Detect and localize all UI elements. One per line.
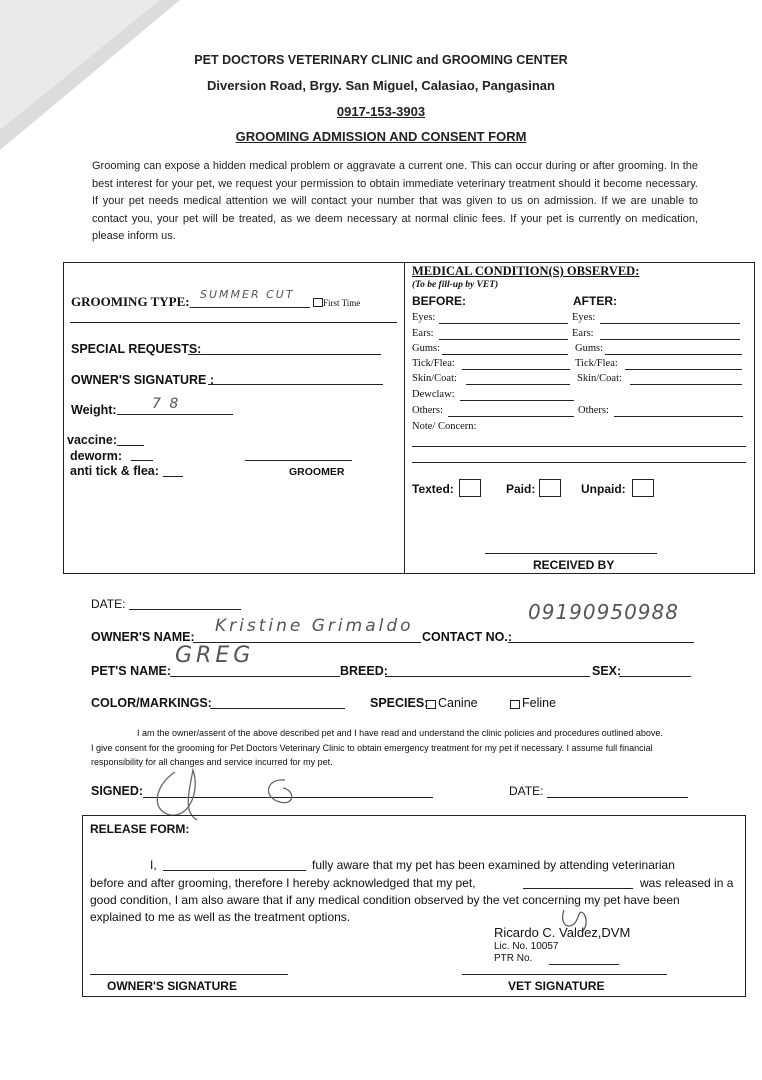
consent-line-2: I give consent for the grooming for Pet Doctors Veterinary Clinic to obtain emergency treatment for my pet if necessary. I assume full financial — [91, 743, 653, 753]
note-concern-label: Note/ Concern: — [412, 421, 477, 432]
color-markings-line[interactable] — [210, 708, 345, 709]
received-by-label: RECEIVED BY — [533, 558, 615, 572]
medical-subtitle: (To be fill-up by VET) — [412, 280, 499, 290]
before-tickflea-label: Tick/Flea: — [412, 358, 455, 369]
after-others-line[interactable] — [614, 416, 743, 417]
groomer-label: GROOMER — [289, 466, 345, 478]
grooming-type-line — [190, 307, 310, 308]
canine-label: Canine — [438, 696, 478, 710]
before-others-line[interactable] — [448, 416, 574, 417]
clinic-address: Diversion Road, Brgy. San Miguel, Calasiao, Pangasinan — [207, 78, 555, 93]
canine-checkbox[interactable] — [426, 700, 436, 709]
feline-checkbox[interactable] — [510, 700, 520, 709]
after-ears-label: Ears: — [572, 328, 594, 339]
feline-label: Feline — [522, 696, 557, 710]
owner-signature-label: OWNER'S SIGNATURE : — [71, 373, 215, 387]
after-eyes-line[interactable] — [600, 323, 740, 324]
after-others-label: Others: — [578, 405, 609, 416]
color-markings-label: COLOR/MARKINGS: — [91, 696, 212, 710]
before-ears-line[interactable] — [439, 339, 568, 340]
owner-name-value[interactable]: Kristine Grimaldo — [215, 616, 414, 636]
unpaid-checkbox[interactable] — [632, 479, 654, 497]
vet-signature-line[interactable] — [462, 974, 667, 975]
vet-ptr: PTR No. — [494, 953, 533, 964]
groomer-line[interactable] — [245, 460, 352, 461]
section-divider — [404, 263, 405, 573]
release-text-1: fully aware that my pet has been examined by attending veterinarian — [312, 858, 675, 872]
clinic-name: PET DOCTORS VETERINARY CLINIC and GROOMING CENTER — [194, 53, 568, 67]
paid-checkbox[interactable] — [539, 479, 561, 497]
species-label: SPECIES: — [370, 696, 429, 710]
special-requests-label: SPECIAL REQUESTS: — [71, 342, 202, 356]
after-gums-label: Gums: — [575, 343, 604, 354]
vet-license: Lic. No. 10057 — [494, 941, 559, 952]
before-eyes-line[interactable] — [439, 323, 568, 324]
release-text-3: good condition, I am also aware that if any medical condition observed by the vet concerning my pet have been — [90, 893, 680, 907]
dewclaw-line[interactable] — [460, 400, 574, 401]
after-gums-line[interactable] — [605, 354, 742, 355]
vaccine-line[interactable] — [117, 445, 144, 446]
first-time-checkbox[interactable] — [313, 298, 323, 307]
sex-label: SEX: — [592, 664, 622, 678]
consent-line-3: responsibility for all changes and service incurred for my pet. — [91, 757, 333, 767]
anti-tick-line[interactable] — [163, 476, 183, 477]
vet-name: Ricardo C. Valdez,DVM — [494, 925, 631, 940]
grooming-extra-line — [70, 322, 397, 323]
release-i-label: I, — [150, 858, 157, 872]
after-tickflea-label: Tick/Flea: — [575, 358, 618, 369]
grooming-type-label: GROOMING TYPE: — [71, 294, 190, 309]
medical-title: MEDICAL CONDITION(S) OBSERVED: — [412, 264, 640, 278]
consent-date-line[interactable] — [547, 797, 688, 798]
vet-ptr-line[interactable] — [549, 964, 619, 965]
release-owner-signature-label: OWNER'S SIGNATURE — [107, 979, 237, 993]
release-text-4: explained to me as well as the treatment options. — [90, 910, 351, 924]
breed-line[interactable] — [385, 676, 590, 677]
date-label: DATE: — [91, 597, 126, 611]
texted-checkbox[interactable] — [459, 479, 481, 497]
intro-paragraph: Grooming can expose a hidden medical problem or aggravate a current one. This can occur during or after grooming. In the best interest for your pet, we request your permission to obtain immediate veterinary treatment should it become necessary. If your pet needs medical attention we will contact your number that was given to us on admission. If we are unable to contact you, your pet will be treated, as we deem necessary at normal clinic fees. If your pet is currently on medication, please inform us. — [92, 160, 698, 242]
before-gums-line[interactable] — [442, 354, 568, 355]
before-label: BEFORE: — [412, 294, 466, 308]
pet-name-line — [170, 676, 340, 677]
contact-value[interactable]: 09190950988 — [528, 600, 679, 624]
consent-date-label: DATE: — [509, 784, 544, 798]
vaccine-label: vaccine: — [67, 433, 118, 447]
grooming-type-value[interactable]: SUMMER CUT — [200, 288, 295, 301]
received-by-line[interactable] — [485, 553, 657, 554]
owner-signature-line[interactable] — [208, 384, 383, 385]
deworm-label: deworm: — [70, 449, 123, 463]
before-tickflea-line[interactable] — [462, 369, 570, 370]
paid-label: Paid: — [506, 482, 536, 496]
first-time-label: First Time — [323, 298, 361, 308]
weight-value[interactable]: 7 8 — [152, 396, 181, 412]
contact-line — [508, 642, 694, 643]
signed-label: SIGNED: — [91, 784, 144, 798]
before-eyes-label: Eyes: — [412, 312, 436, 323]
before-skincoat-line[interactable] — [466, 384, 570, 385]
pet-name-label: PET'S NAME: — [91, 664, 172, 678]
after-ears-line[interactable] — [600, 339, 740, 340]
sex-line[interactable] — [619, 676, 691, 677]
before-skincoat-label: Skin/Coat: — [412, 373, 457, 384]
texted-label: Texted: — [412, 482, 454, 496]
before-others-label: Others: — [412, 405, 443, 416]
release-text-2a: before and after grooming, therefore I hereby acknowledged that my pet, — [90, 876, 476, 890]
release-name-line[interactable] — [163, 870, 306, 871]
after-skincoat-label: Skin/Coat: — [577, 373, 622, 384]
weight-label: Weight: — [71, 403, 117, 417]
special-requests-line[interactable] — [188, 354, 381, 355]
date-line[interactable] — [129, 609, 241, 610]
release-pet-line[interactable] — [523, 888, 633, 889]
release-title: RELEASE FORM: — [90, 822, 190, 836]
contact-label: CONTACT NO.: — [422, 630, 513, 644]
note-line-2[interactable] — [412, 462, 746, 463]
note-line-1[interactable] — [412, 446, 746, 447]
release-owner-signature-line[interactable] — [90, 974, 288, 975]
pet-name-value[interactable]: GREG — [175, 643, 255, 668]
after-tickflea-line[interactable] — [625, 369, 742, 370]
form-title: GROOMING ADMISSION AND CONSENT FORM — [235, 129, 527, 144]
consent-line-1: I am the owner/assent of the above described pet and I have read and understand the clinic policies and procedures outlined above. — [137, 728, 663, 738]
anti-tick-label: anti tick & flea: — [70, 464, 159, 478]
after-label: AFTER: — [573, 294, 617, 308]
after-skincoat-line[interactable] — [630, 384, 742, 385]
after-eyes-label: Eyes: — [572, 312, 596, 323]
owner-name-label: OWNER'S NAME: — [91, 630, 195, 644]
before-gums-label: Gums: — [412, 343, 441, 354]
deworm-line[interactable] — [131, 460, 153, 461]
vet-signature-label: VET SIGNATURE — [508, 979, 605, 993]
clinic-phone: 0917-153-3903 — [336, 104, 426, 119]
unpaid-label: Unpaid: — [581, 482, 626, 496]
dewclaw-label: Dewclaw: — [412, 389, 455, 400]
before-ears-label: Ears: — [412, 328, 434, 339]
release-text-2b: was released in a — [640, 876, 734, 890]
breed-label: BREED: — [340, 664, 388, 678]
weight-line — [117, 414, 233, 415]
